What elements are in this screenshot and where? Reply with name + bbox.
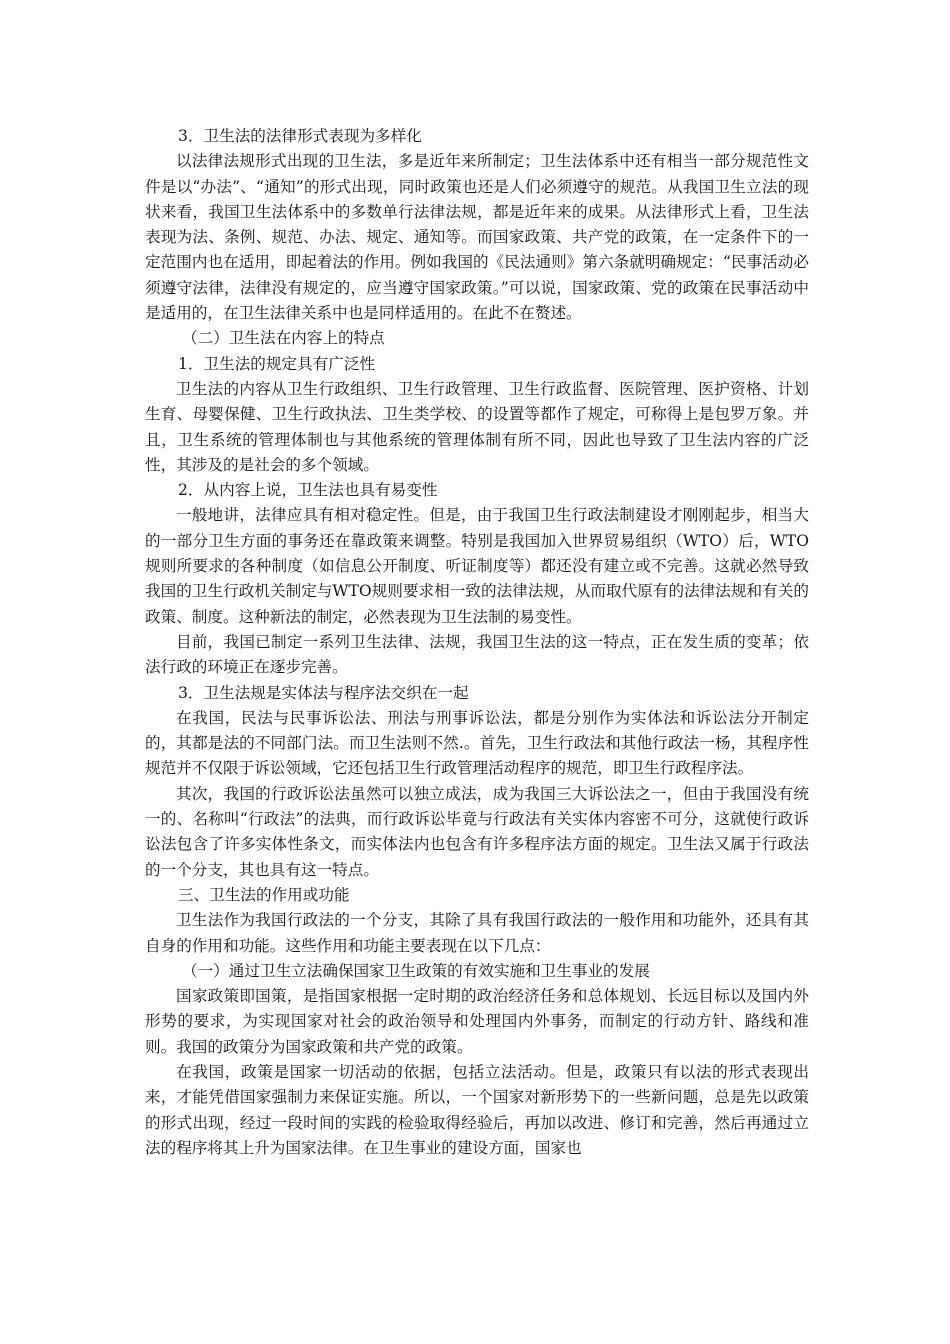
section-heading-content-features: （二）卫生法在内容上的特点 [182,329,385,348]
paragraph-policy-definition: 国家政策即国策，是指国家根据一定时期的政治经济任务和总体规划、长远目标以及国内外形势的要求，为实现国家对社会的政治领导和处理国内外事务，而制定的行动方针、路线和准则。我国的政策分为国家政策和共产党的政策。 [145,987,809,1056]
paragraph-policy-legislation: 在我国，政策是国家一切活动的依据，包括立法活动。但是，政策只有以法的形式表现出来，才能凭借国家强制力来保证实施。所以，一个国家对新形势下的一些新问题，总是先以政策的形式出现，经过一段时间的实践的检验取得经验后，再加以改进、修订和完善，然后再通过立法的程序将其上升为国家法律。在卫生事业的建设方面，国家也 [145,1062,809,1157]
section-heading-legal-form: 3．卫生法的法律形式表现为多样化 [178,127,422,145]
paragraph-substantive-procedural-2: 其次，我国的行政诉讼法虽然可以独立成法，成为我国三大诉讼法之一，但由于我国没有统一的、名称叫“行政法”的法典，而行政诉讼毕竟与行政法有关实体内容密不可分，这就使行政诉讼法包含了许多实体性条文，而实体法内也包含有许多程序法方面的规定。卫生法又属于行政法的一个分支，其也具有这一特点。 [145,784,809,879]
paragraph-legal-form: 以法律法规形式出现的卫生法，多是近年来所制定；卫生法体系中还有相当一部分规范性文件是以“办法”、“通知”的形式出现，同时政策也还是人们必须遵守的规范。从我国卫生立法的现状来看，我国卫生法体系中的多数单行法律法规，都是近年来的成果。从法律形式上看，卫生法表现为法、条例、规范、办法、规定、通知等。而国家政策、共产党的政策，在一定条件下的一定范围内也在适用，即起着法的作用。例如我国的《民法通则》第六条就明确规定：“民事活动必须遵守法律，法律没有规定的，应当遵守国家政策。”可以说，国家政策、党的政策在民事活动中是适用的，在卫生法律关系中也是同样适用的。在此不在赘述。 [145,152,809,323]
section-heading-policy-implementation: （一）通过卫生立法确保国家卫生政策的有效实施和卫生事业的发展 [182,961,650,980]
paragraph-variability-1: 一般地讲，法律应具有相对稳定性。但是，由于我国卫生行政法制建设才刚刚起步，相当大的一部分卫生方面的事务还在靠政策来调整。特别是我国加入世界贸易组织（WTO）后，WTO规则所要求的各种制度（如信息公开制度、听证制度等）都还没有建立或不完善。这就必然导致我国的卫生行政机关制定与WTO规则要求相一致的法律法规，从而取代原有的法律法规和有关的政策、制度。这种新法的制定，必然表现为卫生法制的易变性。 [145,506,809,626]
section-heading-breadth: 1．卫生法的规定具有广泛性 [178,354,376,373]
document-body [145,124,809,1161]
paragraph-variability-2: 目前，我国已制定一系列卫生法律、法规，我国卫生法的这一特点，正在发生质的变革；依法行政的环境正在逐步完善。 [145,632,809,677]
paragraph-functions-intro: 卫生法作为我国行政法的一个分支，其除了具有我国行政法的一般作用和功能外，还具有其自身的作用和功能。这些作用和功能主要表现在以下几点： [145,911,809,955]
section-heading-variability: 2．从内容上说，卫生法也具有易变性 [178,481,438,500]
section-heading-functions: 三、卫生法的作用或功能 [178,885,350,904]
paragraph-breadth: 卫生法的内容从卫生行政组织、卫生行政管理、卫生行政监督、医院管理、医护资格、计划生育、母婴保健、卫生行政执法、卫生类学校、的设置等都作了规定，可称得上是包罗万象。并且，卫生系统的管理体制也与其他系统的管理体制有所不同，因此也导致了卫生法内容的广泛性，其涉及的是社会的多个领域。 [145,379,809,474]
section-heading-substantive-procedural: 3．卫生法规是实体法与程序法交织在一起 [178,683,469,702]
paragraph-substantive-procedural-1: 在我国，民法与民事诉讼法、刑法与刑事诉讼法，都是分别作为实体法和诉讼法分开制定的，其都是法的不同部门法。而卫生法则不然.。首先，卫生行政法和其他行政法一杨，其程序性规范并不仅限于诉讼领域，它还包括卫生行政管理活动程序的规范，即卫生行政程序法。 [145,708,809,778]
